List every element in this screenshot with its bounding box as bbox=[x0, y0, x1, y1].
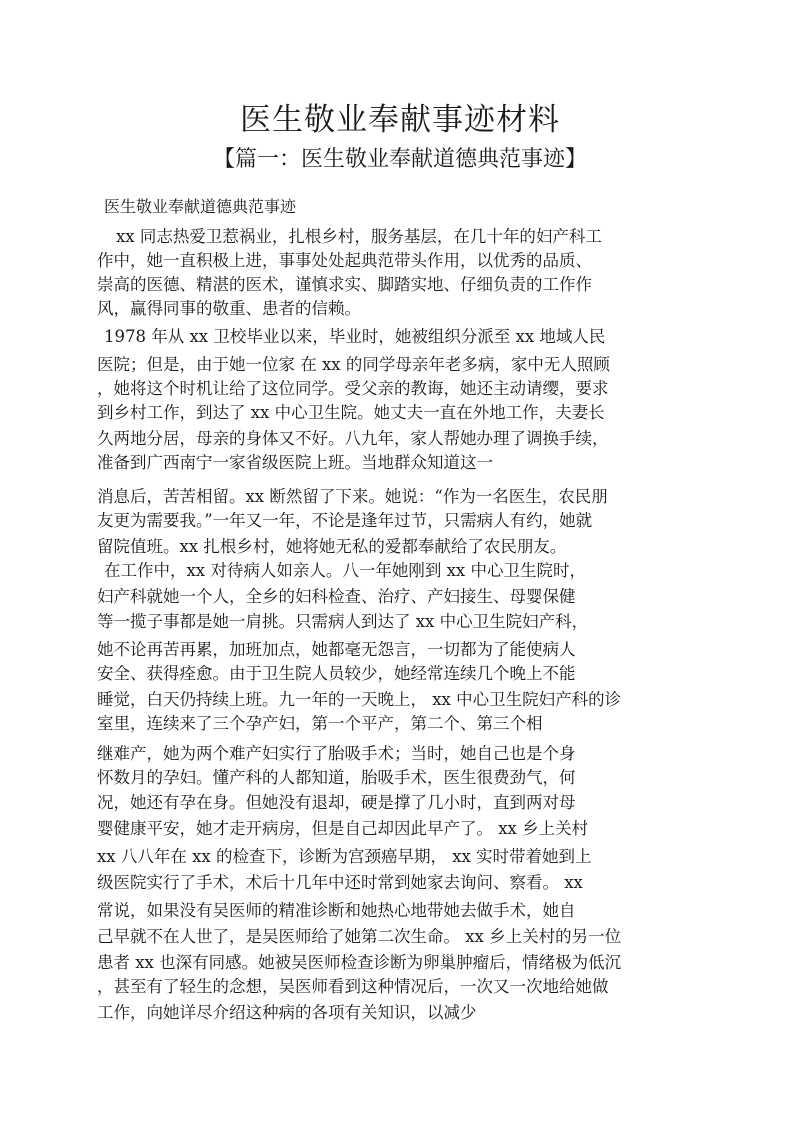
text-line: 己早就不在人世了，是吴医师给了她第二次生命。 xx 乡上关村的另一位 bbox=[97, 927, 622, 946]
text-line: xx 同志热爱卫惹祸业，扎根乡村，服务基层，在几十年的妇产科工 bbox=[116, 227, 602, 246]
text-line: 崇高的医德、精湛的医术，谨慎求实、脚踏实地、仔细负责的工作作 bbox=[97, 275, 592, 294]
text-line: 等一揽子事都是她一肩挑。只需病人到达了 xx 中心卫生院妇产科， bbox=[97, 612, 589, 631]
text-line: 常说，如果没有吴医师的精准诊断和她热心地带她去做手术，她自 bbox=[97, 901, 576, 920]
text-line: 久两地分居，母亲的身体又不好。八九年，家人帮她办理了调换手续， bbox=[97, 429, 609, 448]
text-line: ，甚至有了轻生的念想，吴医师看到这种情况后，一次又一次地给她做 bbox=[97, 977, 609, 996]
text-line: 睡觉，白天仍持续上班。九一年的一天晚上， xx 中心卫生院妇产科的诊 bbox=[97, 690, 622, 709]
text-line: 安全、获得痊愈。由于卫生院人员较少，她经常连续几个晚上不能 bbox=[97, 664, 576, 683]
text-line: ，她将这个时机让给了这位同学。受父亲的教诲，她还主动请缨，要求 bbox=[97, 379, 609, 398]
text-line: 室里，连续来了三个孕产妇，第一个平产，第二个、第三个相 bbox=[97, 714, 543, 733]
text-line: 婴健康平安，她才走开病房，但是自己却因此早产了。 xx 乡上关村 bbox=[97, 819, 589, 838]
text-line: 妇产科就她一个人，全乡的妇科检查、治疗、产妇接生、母婴保健 bbox=[97, 587, 576, 606]
text-line: 继难产，她为两个难产妇实行了胎吸手术；当时，她自己也是个身 bbox=[97, 744, 576, 763]
text-line: 准备到广西南宁一家省级医院上班。当地群众知道这一 bbox=[97, 453, 493, 472]
text-line: 级医院实行了手术，术后十几年中还时常到她家去询问、察看。 xx bbox=[97, 873, 583, 892]
text-line: 患者 xx 也深有同感。她被吴医师检查诊断为卵巢肿瘤后，情绪极为低沉 bbox=[97, 953, 622, 972]
text-line: 到乡村工作，到达了 xx 中心卫生院。她丈夫一直在外地工作，夫妻长 bbox=[97, 403, 605, 422]
text-line: 消息后，苦苦相留。xx 断然留了下来。她说：“作为一名医生，农民朋 bbox=[97, 487, 608, 506]
text-line: 风，赢得同事的敬重、患者的信赖。 bbox=[97, 299, 361, 318]
text-line: 况，她还有孕在身。但她没有退却，硬是撑了几小时，直到两对母 bbox=[97, 793, 576, 812]
text-line: 1978 年从 xx 卫校毕业以来，毕业时，她被组织分派至 xx 地域人民 bbox=[104, 327, 606, 346]
text-line: 留院值班。xx 扎根乡村，她将她无私的爱都奉献给了农民朋友。 bbox=[97, 537, 567, 556]
section-heading: 医生敬业奉献道德典范事迹 bbox=[104, 197, 297, 216]
text-line: 作中，她一直积极上进，事事处处起典范带头作用，以优秀的品质、 bbox=[97, 251, 592, 270]
text-line: 怀数月的孕妇。懂产科的人都知道，胎吸手术，医生很费劲气，何 bbox=[97, 768, 576, 787]
text-line: 她不论再苦再累，加班加点，她都毫无怨言，一切都为了能使病人 bbox=[97, 640, 576, 659]
text-line: 医院；但是，由于她一位家 在 xx 的同学母亲年老多病，家中无人照顾 bbox=[97, 355, 610, 374]
text-line: xx 八八年在 xx 的检查下，诊断为宫颈癌早期， xx 实时带着她到上 bbox=[97, 847, 592, 866]
document-title: 医生敬业奉献事迹材料 bbox=[240, 102, 560, 138]
text-line: 在工作中，xx 对待病人如亲人。八一年她刚到 xx 中心卫生院时， bbox=[104, 561, 586, 580]
text-line: 工作，向她详尽介绍这种病的各项有关知识，以减少 bbox=[97, 1003, 477, 1022]
text-line: 友更为需要我。”一年又一年，不论是逢年过节，只需病人有约，她就 bbox=[97, 511, 593, 530]
document-subtitle: 【篇一：医生敬业奉献道德典范事迹】 bbox=[212, 147, 587, 172]
